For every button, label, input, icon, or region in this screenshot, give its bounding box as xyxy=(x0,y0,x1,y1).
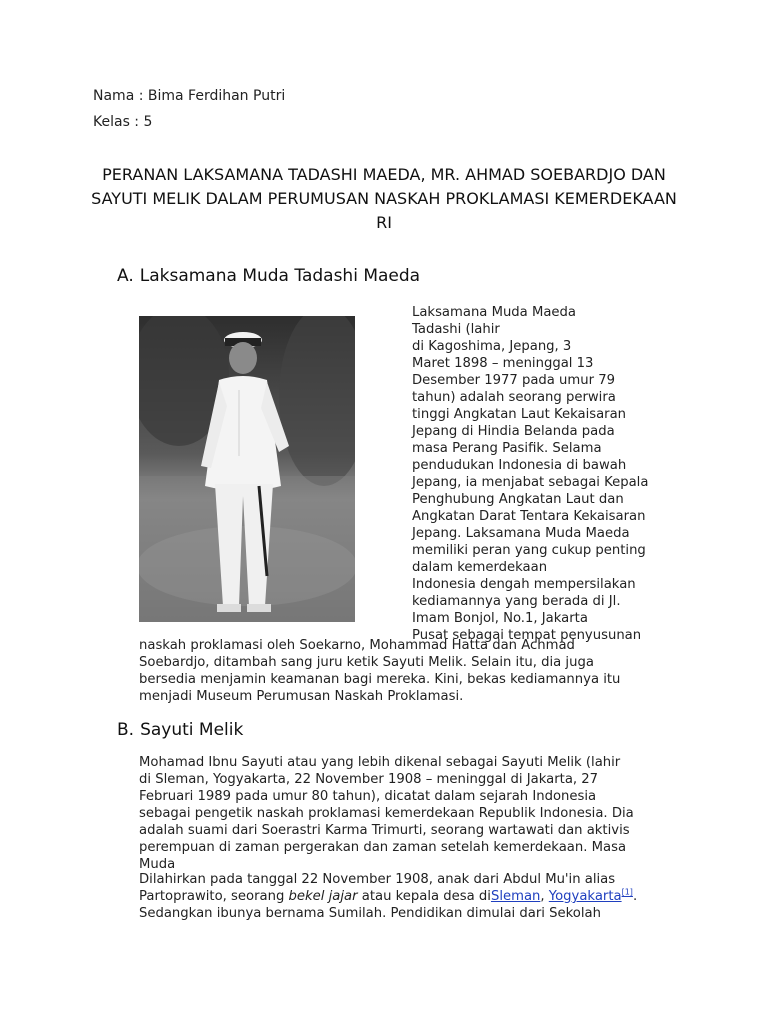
para2-period: . xyxy=(632,889,638,904)
page-title: PERANAN LAKSAMANA TADASHI MAEDA, MR. AHMAD SOEBARDJO DAN SAYUTI MELIK DALAM PERUMUSAN NASKAH PROKLAMASI KEMERDEKAAN RI xyxy=(91,165,677,232)
para2-line-1: Dilahirkan pada tanggal 22 November 1908, anak dari Abdul Mu'in alias xyxy=(139,872,616,887)
para2-line-2 xyxy=(139,888,699,905)
section-a-title: Laksamana Muda Tadashi Maeda xyxy=(139,266,421,286)
portrait-photo xyxy=(139,316,355,622)
section-a-number: A. xyxy=(117,266,134,286)
student-class: Kelas : 5 xyxy=(93,114,153,130)
officer-portrait-image xyxy=(139,316,355,622)
student-name: Nama : Bima Ferdihan Putri xyxy=(93,88,286,104)
section-a-heading xyxy=(117,266,420,286)
section-b-title: Sayuti Melik xyxy=(140,720,244,740)
para2-comma: , xyxy=(540,889,549,904)
section-b-number: B. xyxy=(117,720,135,740)
link-sleman[interactable]: Sleman xyxy=(490,889,541,904)
footnote-link[interactable]: [1] xyxy=(621,887,633,897)
link-yogyakarta[interactable]: Yogyakarta xyxy=(548,889,622,904)
para2-line-3: Sedangkan ibunya bernama Sumilah. Pendidikan dimulai dari Sekolah xyxy=(139,906,601,921)
section-b-paragraph-2 xyxy=(139,871,699,922)
para2-text-b: atau kepala desa di xyxy=(357,889,491,904)
para2-italic-term: bekel jajar xyxy=(288,889,358,904)
para2-text-a: Partoprawito, seorang xyxy=(139,889,289,904)
section-b-paragraph-1: Mohamad Ibnu Sayuti atau yang lebih dikenal sebagai Sayuti Melik (lahir di Sleman, Yogyakarta, 22 November 1908 – meninggal di Jakarta, 27 Februari 1989 pada umur 80 tahun), dicatat dalam sejarah Indonesia sebagai pengetik naskah proklamasi kemerdekaan Republik Indonesia. Dia adalah suami dari Soerastri Karma Trimurti, seorang wartawati dan aktivis perempuan di zaman pergerakan dan zaman setelah kemerdekaan. Masa Muda xyxy=(139,755,634,872)
section-b-heading xyxy=(117,720,243,740)
section-a-side-text: Laksamana Muda Maeda Tadashi (lahir di Kagoshima, Jepang, 3 Maret 1898 – meninggal 13 Desember 1977 pada umur 79 tahun) adalah seorang perwira tinggi Angkatan Laut Kekaisaran Jepang di Hindia Belanda pada masa Perang Pasifik. Selama pendudukan Indonesia di bawah Jepang, ia menjabat sebagai Kepala Penghubung Angkatan Laut dan Angkatan Darat Tentara Kekaisaran Jepang. Laksamana Muda Maeda memiliki peran yang cukup penting dalam kemerdekaan Indonesia dengah mempersilakan kediamannya yang berada di Jl. Imam Bonjol, No.1, Jakarta Pusat sebagai tempat penyusunan xyxy=(412,305,649,643)
section-a-full-text: naskah proklamasi oleh Soekarno, Mohammad Hatta dan Achmad Soebardjo, ditambah sang juru ketik Sayuti Melik. Selain itu, dia juga bersedia menjamin keamanan bagi mereka. Kini, bekas kediamannya itu menjadi Museum Perumusan Naskah Proklamasi. xyxy=(139,638,621,704)
